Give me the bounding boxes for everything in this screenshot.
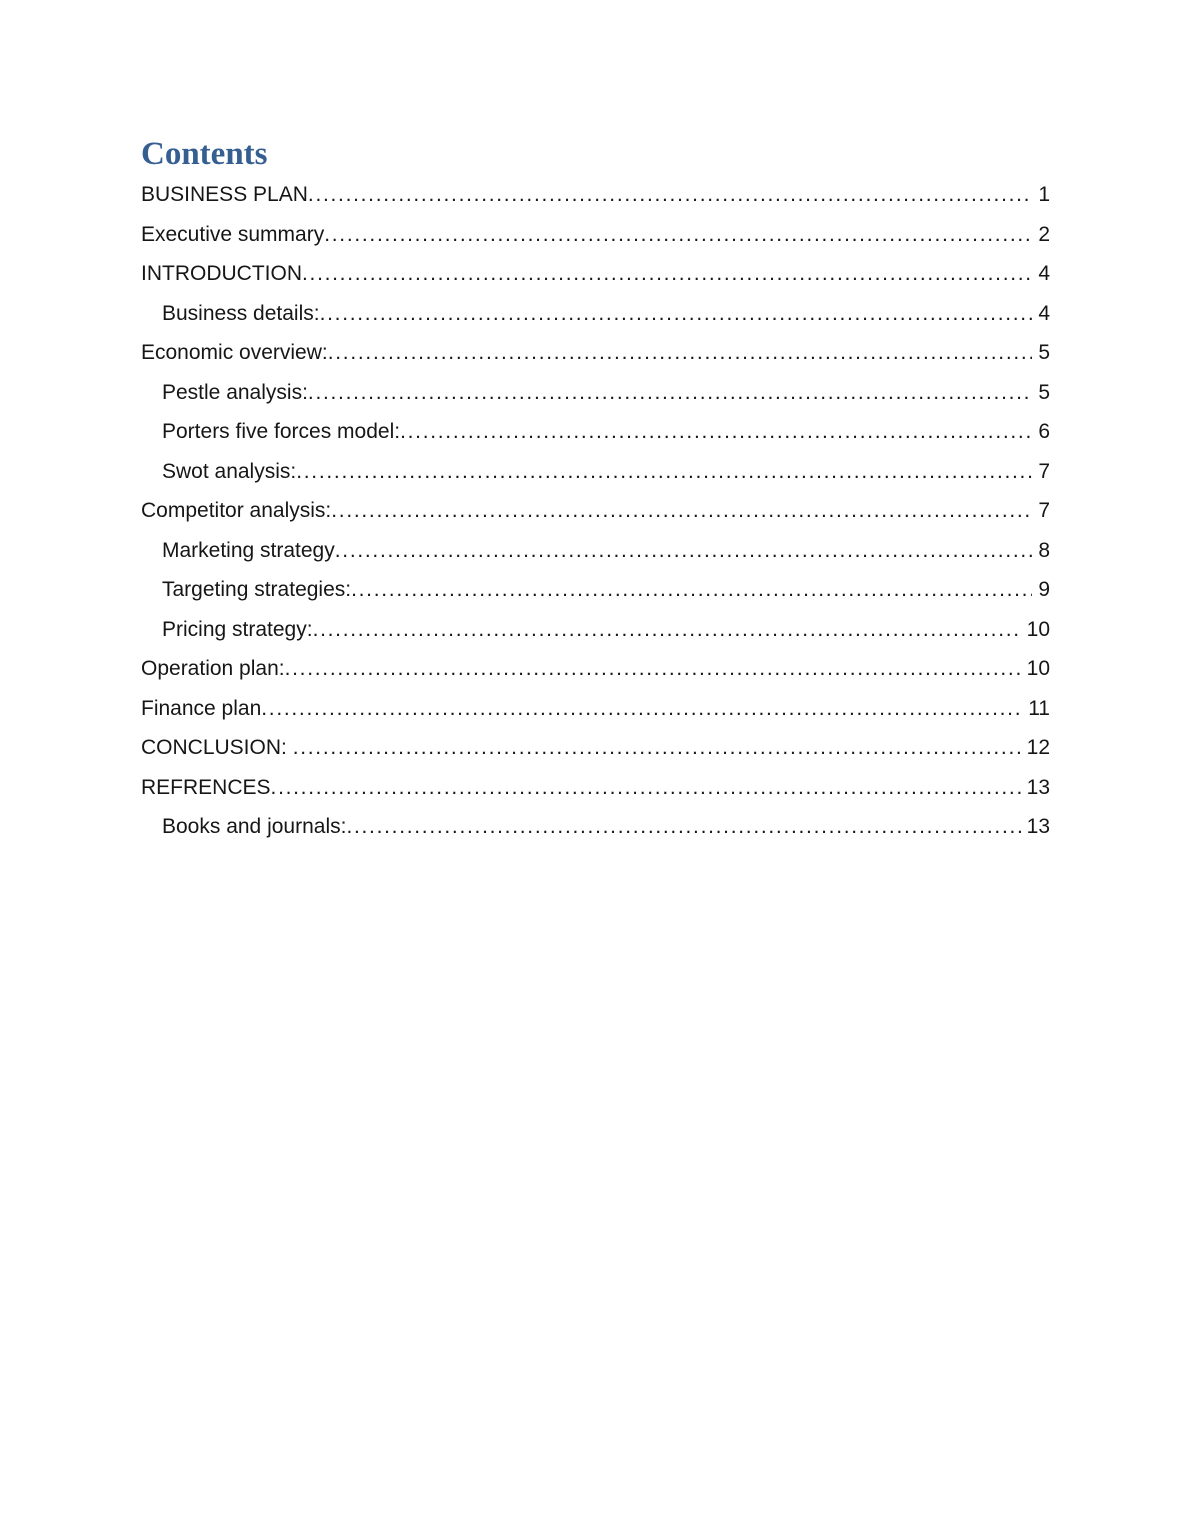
toc-entry-page: 9 (1038, 578, 1050, 601)
toc-entry-page: 12 (1026, 736, 1050, 759)
toc-entry-executive-summary[interactable] (141, 215, 1050, 255)
toc-entry-label: Business details: (162, 301, 320, 325)
toc-entry-label: INTRODUCTION (141, 262, 302, 285)
toc-entry-page: 10 (1026, 617, 1050, 641)
toc-entry-label: Operation plan: (141, 657, 285, 680)
toc-entry-page: 11 (1028, 696, 1050, 720)
table-of-contents (141, 175, 1050, 847)
dot-leader (335, 531, 1033, 571)
toc-entry-finance-plan[interactable] (141, 689, 1050, 729)
dot-leader (351, 570, 1032, 610)
toc-entry-business-plan[interactable] (141, 175, 1050, 215)
dot-leader (296, 452, 1032, 492)
toc-entry-economic-overview[interactable] (141, 333, 1050, 373)
toc-entry-label: Swot analysis: (162, 459, 297, 483)
toc-entry-pestle-analysis[interactable] (141, 373, 1050, 413)
toc-entry-pricing-strategy[interactable] (141, 610, 1050, 650)
dot-leader (313, 610, 1021, 650)
toc-entry-label: BUSINESS PLAN (141, 183, 308, 206)
toc-entry-label: Targeting strategies: (162, 578, 352, 601)
toc-entry-marketing-strategy[interactable] (141, 531, 1050, 571)
toc-entry-page: 2 (1038, 222, 1050, 246)
dot-leader (331, 491, 1032, 531)
dot-leader (261, 689, 1022, 729)
dot-leader (328, 333, 1033, 373)
toc-entry-label: Pricing strategy: (162, 617, 313, 641)
dot-leader (320, 294, 1033, 334)
toc-entry-label: Executive summary (141, 222, 325, 246)
toc-entry-page: 7 (1038, 499, 1050, 522)
toc-entry-label: Marketing strategy (162, 538, 335, 562)
toc-entry-label: REFRENCES (141, 775, 271, 799)
toc-entry-page: 7 (1038, 459, 1050, 483)
toc-entry-business-details[interactable] (141, 294, 1050, 334)
dot-leader (285, 649, 1021, 689)
toc-entry-books-and-journals[interactable] (141, 807, 1050, 847)
dot-leader (346, 807, 1020, 847)
toc-entry-label: Economic overview: (141, 341, 328, 364)
toc-entry-page: 5 (1038, 341, 1050, 364)
toc-entry-label: Finance plan (141, 696, 262, 720)
toc-entry-page: 1 (1038, 183, 1050, 206)
toc-entry-label: Competitor analysis: (141, 499, 332, 522)
toc-entry-page: 4 (1038, 262, 1050, 285)
toc-entry-competitor-analysis[interactable] (141, 491, 1050, 531)
toc-entry-conclusion[interactable] (141, 728, 1050, 768)
toc-entry-refrences[interactable] (141, 768, 1050, 808)
toc-entry-label: Books and journals: (162, 815, 347, 838)
toc-entry-targeting-strategies[interactable] (141, 570, 1050, 610)
dot-leader (271, 768, 1021, 808)
dot-leader (400, 412, 1032, 452)
toc-entry-label: Porters five forces model: (162, 420, 401, 443)
toc-entry-page: 5 (1038, 380, 1050, 404)
toc-entry-page: 10 (1026, 657, 1050, 680)
toc-entry-porters-five-forces[interactable] (141, 412, 1050, 452)
toc-entry-page: 4 (1038, 301, 1050, 325)
dot-leader (293, 728, 1021, 768)
toc-entry-page: 6 (1038, 420, 1050, 443)
dot-leader (308, 175, 1032, 215)
toc-entry-introduction[interactable] (141, 254, 1050, 294)
dot-leader (324, 215, 1032, 255)
toc-entry-page: 8 (1038, 538, 1050, 562)
dot-leader (308, 373, 1032, 413)
toc-entry-page: 13 (1026, 775, 1050, 799)
toc-entry-swot-analysis[interactable] (141, 452, 1050, 492)
toc-entry-operation-plan[interactable] (141, 649, 1050, 689)
toc-entry-label: CONCLUSION: (141, 736, 293, 759)
dot-leader (302, 254, 1032, 294)
contents-heading: Contents (141, 136, 268, 172)
toc-entry-label: Pestle analysis: (162, 380, 308, 404)
toc-entry-page: 13 (1026, 815, 1050, 838)
